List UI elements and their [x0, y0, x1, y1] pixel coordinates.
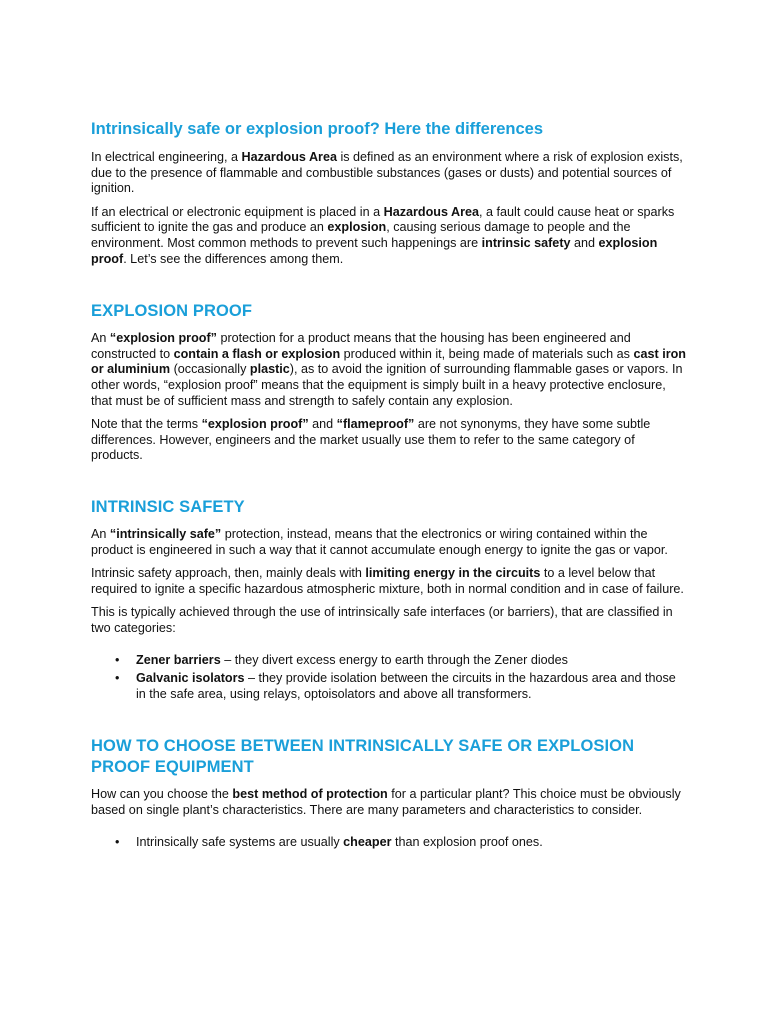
- bullet-icon: •: [115, 835, 120, 850]
- bullet-list: [91, 835, 688, 851]
- bullet-icon: •: [115, 671, 120, 686]
- bold-text: intrinsic safety: [481, 235, 571, 250]
- intro-paragraph: If an electrical or electronic equipment is placed in a Hazardous Area, a fault could cause heat or sparks sufficient to ignite the gas and produce an explosion, causing serious damage to people and the environment. Most common methods to prevent such happenings are intrinsic safety and explosion proof. Let’s see the differences among them.: [91, 204, 675, 266]
- section-intrinsic-safety: [91, 497, 688, 702]
- intro-paragraph: In electrical engineering, a Hazardous Area is defined as an environment where a risk of explosion exists, due to the presence of flammable and combustible substances (gases or dusts) and potential sources of ignition.: [91, 150, 683, 196]
- bold-text: Hazardous Area: [241, 150, 337, 164]
- bullet-icon: •: [115, 653, 120, 668]
- section-paragraph: An “intrinsically safe” protection, instead, means that the electronics or wiring contained within the product is engineered in such a way that it cannot accumulate enough energy to ignite the gas or vapor.: [91, 526, 668, 557]
- bold-text: “intrinsically safe”: [109, 526, 222, 541]
- bold-text: cheaper: [343, 835, 392, 850]
- section-how-to-choose: [91, 736, 688, 851]
- list-item: [91, 835, 688, 851]
- section-heading: INTRINSIC SAFETY: [91, 497, 245, 516]
- list-item-text: Galvanic isolators – they provide isolation between the circuits in the hazardous area and those in the safe area, using relays, optoisolators and above all transformers.: [136, 671, 676, 701]
- bold-text: Hazardous Area: [383, 204, 480, 219]
- section-explosion-proof: [91, 301, 688, 464]
- list-item: [91, 653, 688, 669]
- list-item-text: Zener barriers – they divert excess energy to earth through the Zener diodes: [136, 653, 568, 668]
- bold-text: Galvanic isolators: [136, 671, 245, 686]
- bullet-list: [91, 653, 688, 702]
- section-heading: EXPLOSION PROOF: [91, 302, 253, 321]
- section-paragraph: How can you choose the best method of protection for a particular plant? This choice must be obviously based on single plant’s characteristics. There are many parameters and characteristics to consider.: [91, 787, 681, 817]
- bold-text: Zener barriers: [136, 653, 221, 668]
- bold-text: “explosion proof”: [201, 417, 309, 432]
- bold-text: explosion: [327, 220, 387, 235]
- bold-text: best method of protection: [232, 787, 388, 802]
- bold-text: “flameproof”: [336, 417, 415, 432]
- bold-text: explosion proof: [91, 235, 658, 266]
- section-paragraph: Intrinsic safety approach, then, mainly deals with limiting energy in the circuits to a level below that required to ignite a specific hazardous atmospheric mixture, both in normal condition and in case of failure.: [91, 566, 684, 596]
- bold-text: plastic: [249, 362, 290, 377]
- bold-text: limiting energy in the circuits: [365, 566, 541, 581]
- document-title: Intrinsically safe or explosion proof? Here the differences: [91, 120, 544, 138]
- list-item-text: Intrinsically safe systems are usually cheaper than explosion proof ones.: [136, 835, 543, 850]
- bold-text: contain a flash or explosion: [173, 346, 341, 361]
- section-paragraph: An “explosion proof” protection for a product means that the housing has been engineered and constructed to contain a flash or explosion produced within it, being made of materials such as cast iron or aluminium (occasionally plastic), as to avoid the ignition of surrounding flammable gases or vapors. In other words, “explosion proof” means that the equipment is simply built in a heavy protective enclosure, that must be of sufficient mass and strength to safely contain any explosion.: [91, 331, 686, 408]
- bold-text: cast iron or aluminium: [91, 346, 686, 377]
- bold-text: “explosion proof”: [109, 331, 217, 346]
- section-heading: HOW TO CHOOSE BETWEEN INTRINSICALLY SAFE OR EXPLOSION PROOF EQUIPMENT: [91, 737, 635, 777]
- list-item: [91, 671, 688, 702]
- section-paragraph: This is typically achieved through the use of intrinsically safe interfaces (or barriers), that are classified in two categories:: [91, 605, 673, 635]
- section-paragraph: Note that the terms “explosion proof” and “flameproof” are not synonyms, they have some subtle differences. However, engineers and the market usually use them to refer to the same category of products.: [91, 417, 651, 463]
